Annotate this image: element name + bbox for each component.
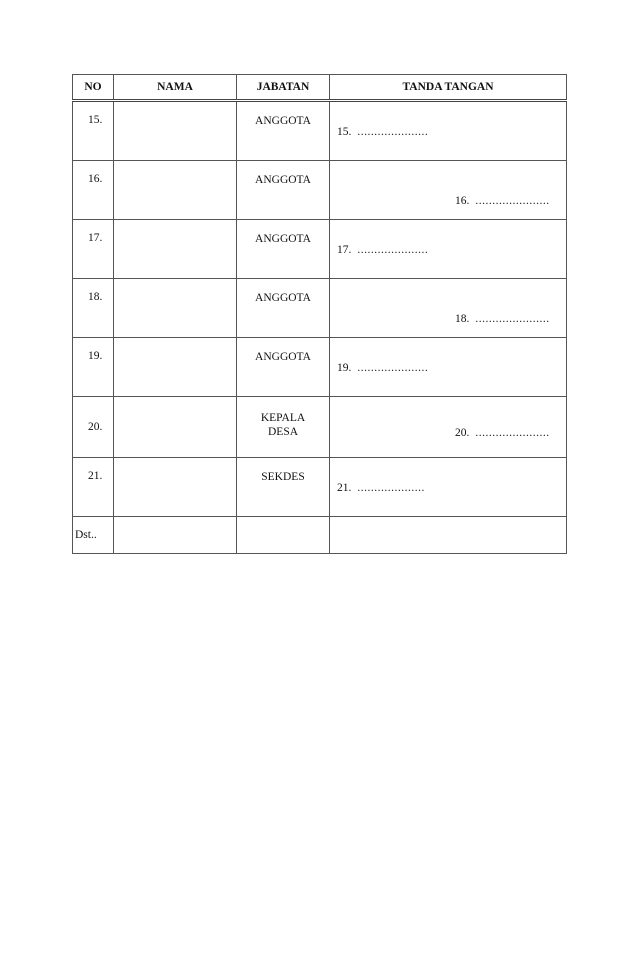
row-jabatan: ANGGOTA	[237, 220, 330, 279]
signature-cell	[330, 279, 567, 338]
row-jabatan	[237, 517, 330, 554]
row-jabatan-text: KEPALA DESA	[260, 412, 306, 438]
signature-cell	[330, 338, 567, 397]
signature-dots: ......................	[475, 427, 550, 439]
signature-number: 15.	[337, 126, 352, 138]
row-jabatan: ANGGOTA	[237, 161, 330, 220]
row-nama	[114, 517, 237, 554]
signature-dots: ....................	[357, 482, 425, 494]
signature-cell	[330, 101, 567, 161]
signature-table	[72, 74, 567, 554]
row-no: 19.	[73, 338, 114, 397]
row-no: 20.	[73, 397, 114, 458]
signature-line	[337, 126, 428, 138]
table-row	[73, 279, 567, 338]
signature-dots: ......................	[475, 195, 550, 207]
signature-number: 17.	[337, 244, 352, 256]
signature-dots: .....................	[357, 362, 429, 374]
row-nama	[114, 220, 237, 279]
signature-cell	[330, 397, 567, 458]
signature-number: 16.	[455, 195, 470, 207]
row-jabatan: SEKDES	[237, 458, 330, 517]
signature-line	[337, 244, 428, 256]
signature-cell	[330, 220, 567, 279]
header-no: NO	[73, 75, 114, 101]
row-nama	[114, 161, 237, 220]
header-nama: NAMA	[114, 75, 237, 101]
row-nama	[114, 279, 237, 338]
row-no: 17.	[73, 220, 114, 279]
row-nama	[114, 338, 237, 397]
signature-line	[455, 427, 550, 439]
table-row	[73, 458, 567, 517]
signature-dots: ......................	[475, 313, 550, 325]
signature-dots: .....................	[357, 126, 429, 138]
header-tanda-tangan: TANDA TANGAN	[330, 75, 567, 101]
row-jabatan	[237, 397, 330, 458]
row-no: 16.	[73, 161, 114, 220]
signature-line	[337, 482, 425, 494]
table-row	[73, 101, 567, 161]
table-row	[73, 338, 567, 397]
signature-number: 18.	[455, 313, 470, 325]
signature-cell	[330, 458, 567, 517]
header-jabatan: JABATAN	[237, 75, 330, 101]
signature-number: 21.	[337, 482, 352, 494]
row-nama	[114, 397, 237, 458]
signature-cell	[330, 517, 567, 554]
row-no: 15.	[73, 101, 114, 161]
row-nama	[114, 101, 237, 161]
table-row	[73, 517, 567, 554]
signature-line	[455, 195, 550, 207]
table-header	[73, 75, 567, 101]
row-no: 18.	[73, 279, 114, 338]
signature-number: 19.	[337, 362, 352, 374]
signature-line	[337, 362, 428, 374]
row-jabatan: ANGGOTA	[237, 279, 330, 338]
row-nama	[114, 458, 237, 517]
row-no: 21.	[73, 458, 114, 517]
row-jabatan: ANGGOTA	[237, 338, 330, 397]
signature-cell	[330, 161, 567, 220]
table-row	[73, 397, 567, 458]
row-no: Dst..	[73, 517, 114, 554]
table-row	[73, 161, 567, 220]
table-row	[73, 220, 567, 279]
signature-number: 20.	[455, 427, 470, 439]
signature-dots: .....................	[357, 244, 429, 256]
signature-line	[455, 313, 550, 325]
row-jabatan: ANGGOTA	[237, 101, 330, 161]
